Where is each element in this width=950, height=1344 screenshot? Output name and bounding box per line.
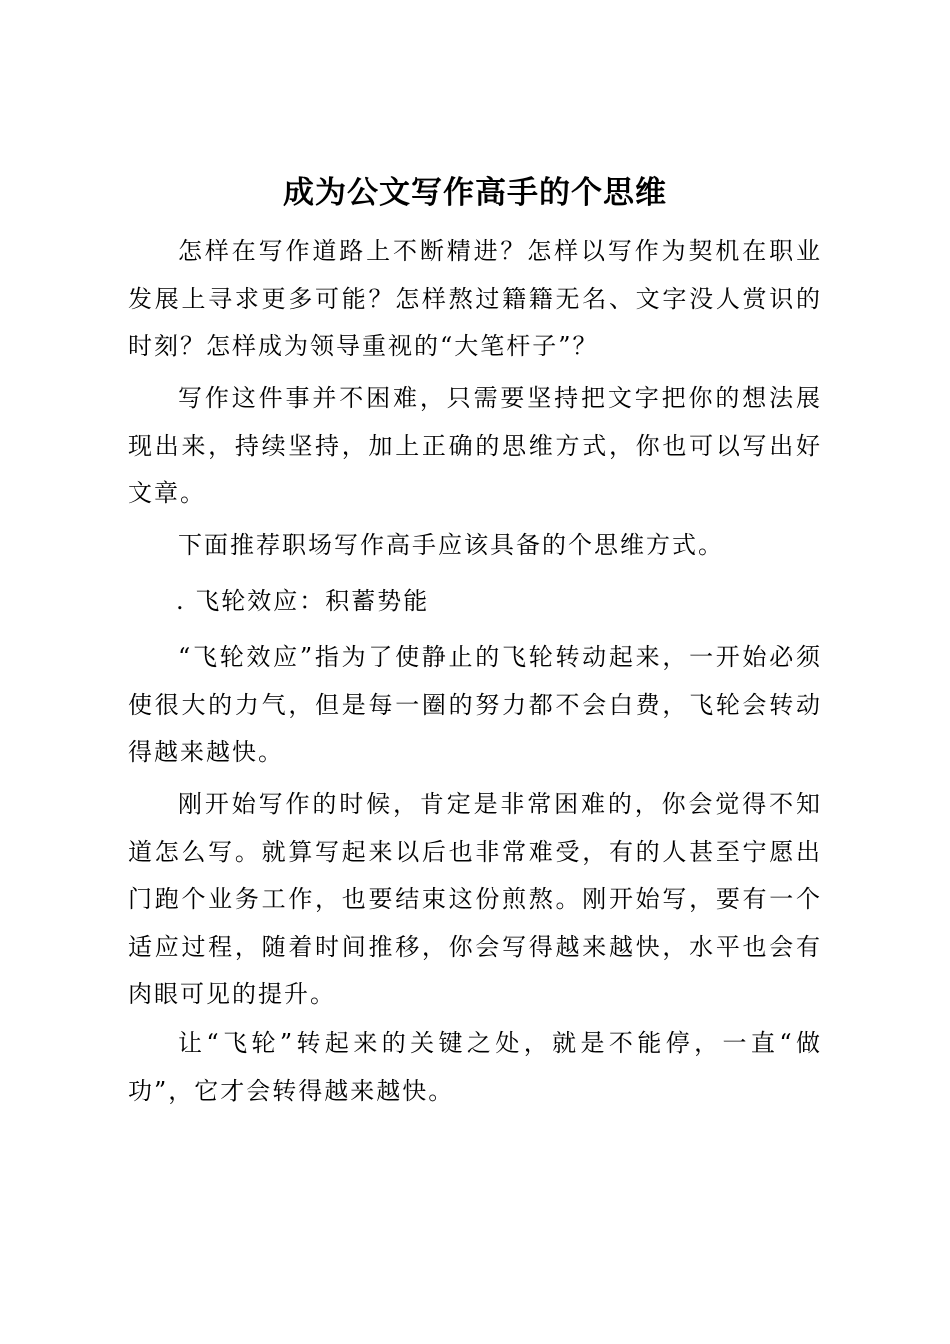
paragraph-flywheel-definition: “飞轮效应”指为了使静止的飞轮转动起来，一开始必须使很大的力气，但是每一圈的努力都不会白费，飞轮会转动得越来越快。 bbox=[128, 643, 822, 766]
paragraph-flywheel-key: 让“飞轮”转起来的关键之处，就是不能停，一直“做功”，它才会转得越来越快。 bbox=[128, 1029, 822, 1105]
section-heading-flywheel: . 飞轮效应：积蓄势能 bbox=[176, 587, 430, 615]
paragraph-recommendation: 下面推荐职场写作高手应该具备的个思维方式。 bbox=[178, 531, 724, 559]
paragraph-intro-questions: 怎样在写作道路上不断精进？怎样以写作为契机在职业发展上寻求更多可能？怎样熬过籍籍无名、文字没人赏识的时刻？怎样成为领导重视的“大笔杆子”？ bbox=[128, 237, 822, 360]
document-title: 成为公文写作高手的个思维 bbox=[283, 175, 667, 211]
paragraph-writing-beginning: 刚开始写作的时候，肯定是非常困难的，你会觉得不知道怎么写。就算写起来以后也非常难受，有的人甚至宁愿出门跑个业务工作，也要结束这份煎熬。刚开始写，要有一个适应过程，随着时间推移，你会写得越来越快，水平也会有肉眼可见的提升。 bbox=[128, 790, 822, 1008]
paragraph-writing-not-hard: 写作这件事并不困难，只需要坚持把文字把你的想法展现出来，持续坚持，加上正确的思维方式，你也可以写出好文章。 bbox=[128, 384, 822, 507]
